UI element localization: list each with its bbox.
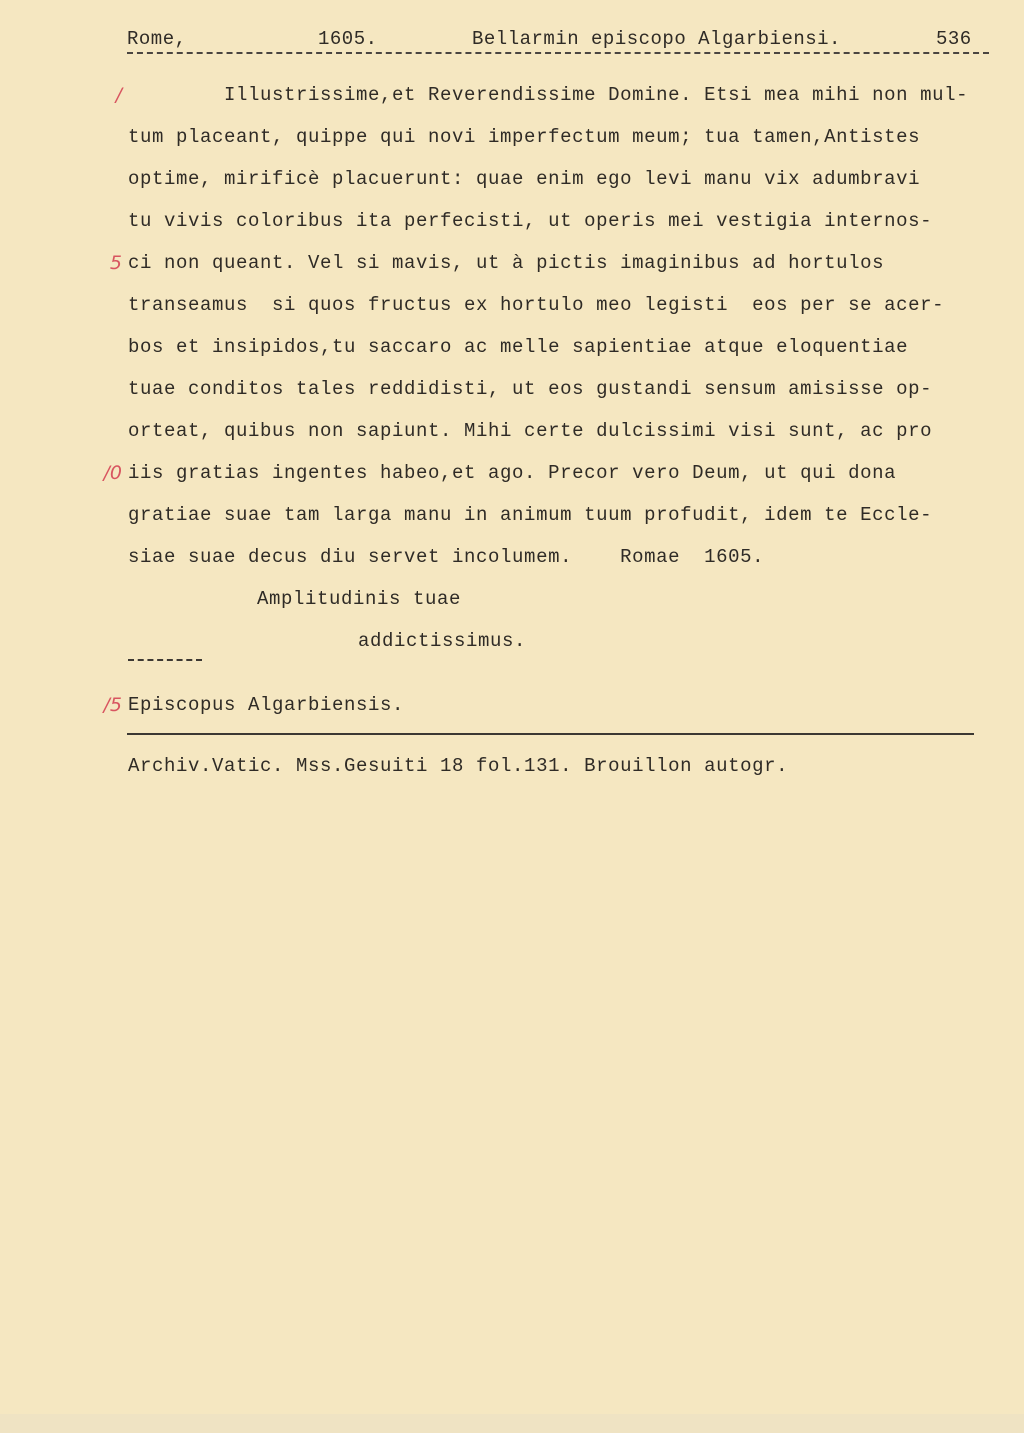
letter-line: optime, mirificè placuerunt: quae enim ego levi manu vix adumbravi: [128, 168, 921, 190]
letter-line: bos et insipidos,tu saccaro ac melle sapientiae atque eloquentiae: [128, 336, 909, 358]
archival-footnote: Archiv.Vatic. Mss.Gesuiti 18 fol.131. Brouillon autogr.: [128, 755, 789, 777]
header-place: Rome,: [127, 28, 187, 50]
closing-subscription: addictissimus.: [358, 630, 527, 652]
letter-line: ci non queant. Vel si mavis, ut à pictis imaginibus ad hortulos: [128, 252, 885, 274]
margin-line-number: /0: [103, 462, 122, 484]
page-header: [0, 28, 1024, 54]
letter-line: gratiae suae tam larga manu in animum tuum profudit, idem te Eccle-: [128, 504, 933, 526]
footnote-rule: [127, 733, 974, 735]
closing-salutation: Amplitudinis tuae: [257, 588, 462, 610]
separator-dashes: [128, 659, 202, 661]
scan-bottom-edge: [0, 1414, 1024, 1433]
letter-line: iis gratias ingentes habeo,et ago. Precor vero Deum, ut qui dona: [128, 462, 897, 484]
header-year: 1605.: [318, 28, 378, 50]
letter-line: Illustrissime,et Reverendissime Domine. Etsi mea mihi non mul-: [128, 84, 969, 106]
letter-line: tuae conditos tales reddidisti, ut eos gustandi sensum amisisse op-: [128, 378, 933, 400]
letter-line: tum placeant, quippe qui novi imperfectum meum; tua tamen,Antistes: [128, 126, 921, 148]
header-dashed-rule: [127, 52, 989, 54]
signature: Episcopus Algarbiensis.: [128, 694, 405, 716]
letter-line: tu vivis coloribus ita perfecisti, ut operis mei vestigia internos-: [128, 210, 933, 232]
letter-line: siae suae decus diu servet incolumem. Romae 1605.: [128, 546, 765, 568]
letter-line: transeamus si quos fructus ex hortulo meo legisti eos per se acer-: [128, 294, 945, 316]
margin-line-number: /5: [103, 694, 122, 716]
header-title: Bellarmin episcopo Algarbiensi.: [472, 28, 841, 50]
margin-line-number: 5: [109, 252, 122, 274]
letter-line: orteat, quibus non sapiunt. Mihi certe dulcissimi visi sunt, ac pro: [128, 420, 933, 442]
header-page-number: 536: [936, 28, 972, 50]
margin-line-number: /: [115, 84, 122, 106]
